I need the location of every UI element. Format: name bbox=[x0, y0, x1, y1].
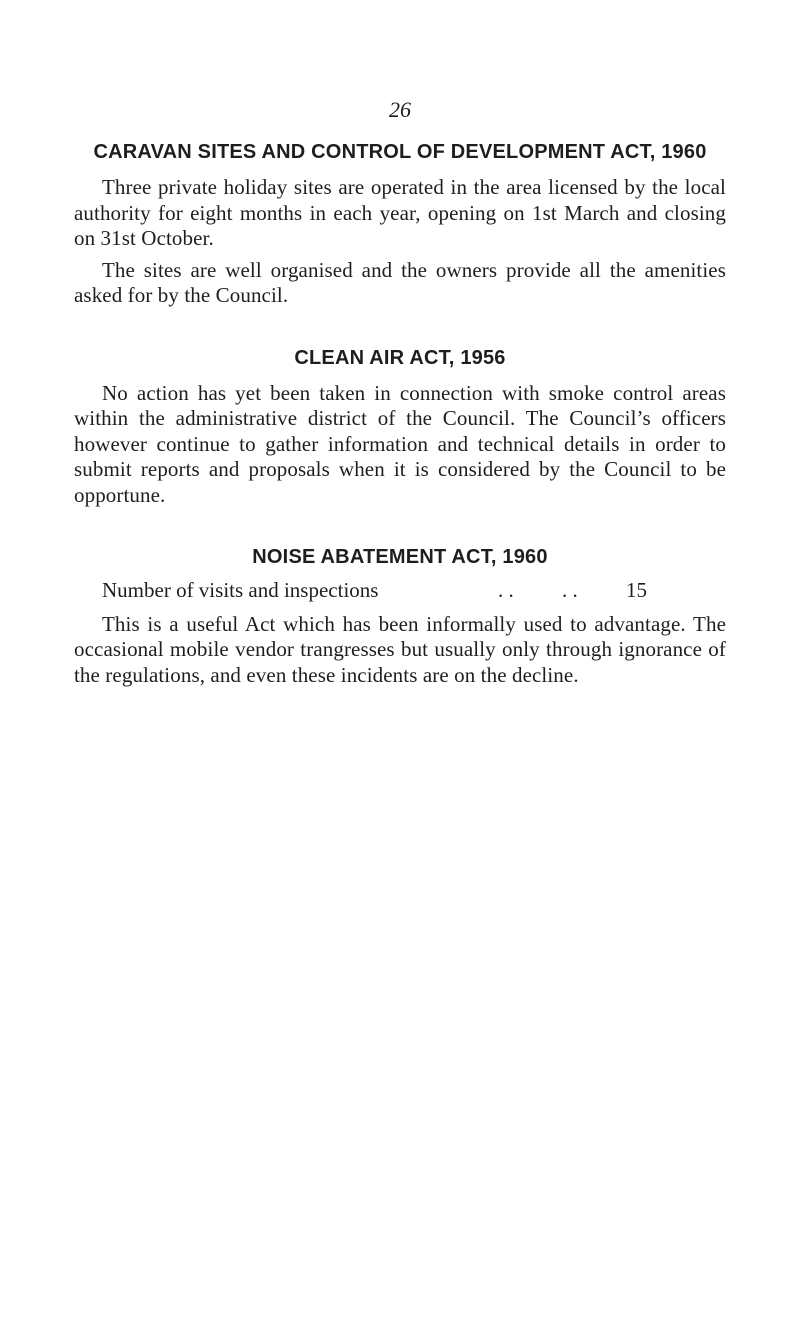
paragraph: This is a useful Act which has been informally used to advantage. The occasional mobile vendor trangresses but usually only through ignorance of the regulations, and even these incidents are on the decline. bbox=[74, 611, 726, 687]
leader-dots: . . bbox=[498, 578, 514, 602]
section-clean-air bbox=[74, 343, 726, 509]
leader-dots: . . bbox=[562, 578, 578, 602]
section-heading-clean-air: CLEAN AIR ACT, 1956 bbox=[294, 346, 506, 369]
stat-value: 15 bbox=[626, 578, 647, 602]
page-number: 26 bbox=[389, 97, 411, 122]
paragraph: The sites are well organised and the owners provide all the amenities asked for by the Council. bbox=[74, 257, 726, 307]
paragraph: Three private holiday sites are operated in the area licensed by the local authority for eight months in each year, opening on 1st March and closing on 31st October. bbox=[74, 175, 726, 250]
section-heading-caravan-sites: CARAVAN SITES AND CONTROL OF DEVELOPMENT ACT, 1960 bbox=[93, 141, 707, 163]
document-page bbox=[74, 96, 726, 688]
section-caravan-sites bbox=[74, 137, 726, 309]
inspections-stat-row bbox=[74, 578, 726, 604]
section-heading-noise-abatement: NOISE ABATEMENT ACT, 1960 bbox=[252, 546, 548, 568]
stat-label: Number of visits and inspections bbox=[102, 578, 379, 602]
section-noise-abatement bbox=[74, 542, 726, 688]
paragraph: No action has yet been taken in connection with smoke control areas within the administrative district of the Council. The Council’s officers however continue to gather information and technical details in order to submit reports and proposals when it is considered by the Council to be opportune. bbox=[74, 380, 726, 507]
